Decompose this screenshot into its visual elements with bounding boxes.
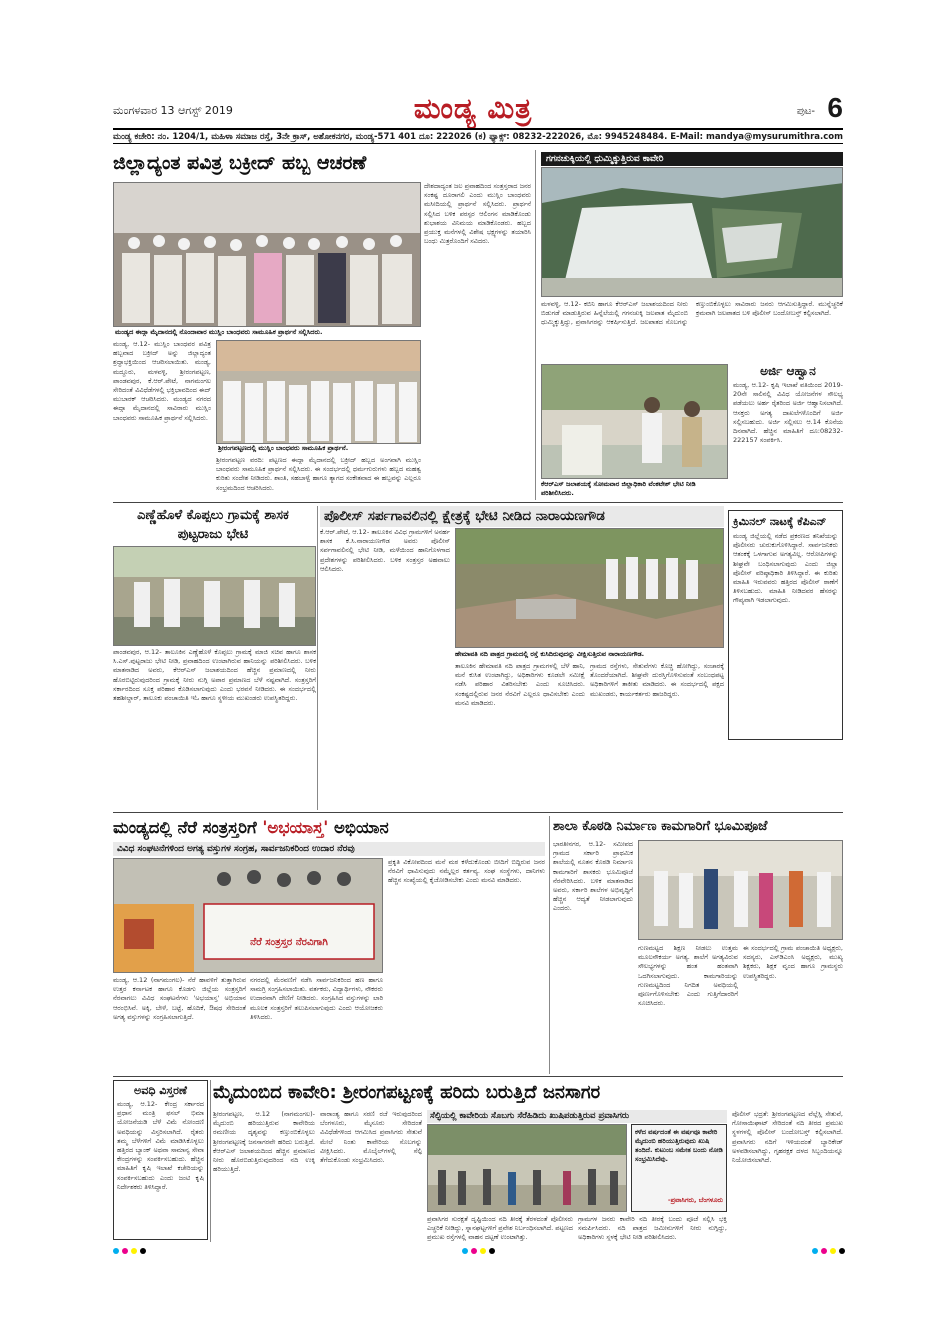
- kaveri-photo-label: ಸೆಲ್ಫಿಯಲ್ಲಿ ಕಾವೇರಿಯ ಸೊಬಗು ಸೆರೆಹಿಡಿದು ಖುಷಿಪಡುತ್ತಿರುವ ಪ್ರವಾಸಿಗರು: [427, 1110, 727, 1123]
- narayanagowda-headline: ಪೊಲೀಸ್ ಸರ್ಪಗಾವಲಿನಲ್ಲಿ ಕ್ಷೇತ್ರಕ್ಕೆ ಭೇಟಿ ನೀಡಿದ ನಾರಾಯಣಗೌಡ: [320, 506, 724, 527]
- police-box: [728, 510, 843, 740]
- page-label: ಪುಟ-: [796, 106, 815, 117]
- bakrid-photo2-caption: ಶ್ರೀರಂಗಪಟ್ಟಣದಲ್ಲಿ ಮುಸ್ಲಿಂ ಬಾಂಧವರು ಸಾಮೂಹಿಕ ಪ್ರಾರ್ಥನೆ.: [218, 444, 349, 452]
- avadhi-body: ಮಂಡ್ಯ, ಆ.12- ಕೇಂದ್ರ ಸರ್ಕಾರದ ಪ್ರಧಾನ ಮಂತ್ರಿ ಫಸಲ್ ಭಿಮಾ ಯೋಜನೆಯಡಿ ಬೆಳೆ ವಿಮೆ ನೋಂದಣಿ ಅವಧಿಯನ್ನು ವಿಸ್ತರಿಸಲಾಗಿದೆ. ರೈತರು ತಮ್ಮ ಬೆಳೆಗಳಿಗೆ ವಿಮೆ ಮಾಡಿಸಿಕೊಳ್ಳಲು ಹತ್ತಿರದ ಬ್ಯಾಂಕ್ ಅಥವಾ ಸಾಮಾನ್ಯ ಸೇವಾ ಕೇಂದ್ರಗಳನ್ನು ಸಂಪರ್ಕಿಸಬಹುದು. ಹೆಚ್ಚಿನ ಮಾಹಿತಿಗೆ ಕೃಷಿ ಇಲಾಖೆ ಕಚೇರಿಯನ್ನು ಸಂಪರ್ಕಿಸಬಹುದು ಎಂದು ಜಂಟಿ ಕೃಷಿ ನಿರ್ದೇಶಕರು ತಿಳಿಸಿದ್ದಾರೆ.: [117, 1100, 204, 1191]
- registration-marks-left: [113, 1248, 146, 1254]
- office-phone: ದೂ: 222026 (ಕ) ಫ್ಯಾಕ್ಸ್: 08232-222026, ಮೊ: 9945248484.: [418, 132, 668, 142]
- bakrid-photo1-caption: ಮಂಡ್ಯದ ಈದ್ಗಾ ಮೈದಾನದಲ್ಲಿ ನೊಂದಾವಾರ ಮುಸ್ಲಿಂ ಬಾಂಧವರು ಸಾಮೂಹಿಕ ಪ್ರಾರ್ಥನೆ ಸಲ್ಲಿಸಿದರು.: [115, 328, 323, 336]
- kaveri-quote-author: -ಪ್ರವಾಸಿಗರು, ಬೆಂಗಳೂರು: [667, 1196, 723, 1204]
- avadhi-headline: ಅವಧಿ ವಿಸ್ತರಣೆ: [134, 1084, 187, 1097]
- police-headline: ಕ್ರಿಮಿನಲ್ ನಾಟಕ್ಕೆ ಕೆಪಿಎನ್: [733, 515, 827, 528]
- abhiyasa-headline-post: ಅಭಿಯಾನ: [328, 818, 389, 837]
- abhiyasa-body-1: ಮಂಡ್ಯ, ಆ.12 (ನಾಗಮಂಗಲ)- ನೆರೆ ಹಾವಳಿಗೆ ತುತ್ತಾಗಿರುವ ಉತ್ತರ ಕರ್ನಾಟಕ ಹಾಗೂ ಕೊಡಗು ಜಿಲ್ಲೆಯ ಸಂತ್ರಸ್ತರಿಗೆ ನೆರವಾಗಲು ವಿವಿಧ ಸಂಘಟನೆಗಳು 'ಅಭಯಾಸ್ತ' ಅಭಿಯಾನ ಆರಂಭಿಸಿವೆ. ಅಕ್ಕಿ, ಬೇಳೆ, ಬಟ್ಟೆ, ಹೊದಿಕೆ, ಔಷಧ ಸೇರಿದಂತೆ ಅಗತ್ಯ ವಸ್ತುಗಳನ್ನು ಸಂಗ್ರಹಿಸಲಾಗುತ್ತಿದೆ.: [113, 976, 246, 1021]
- gaganachukki-falls-photo: [541, 167, 843, 297]
- section-rule-3: [113, 1076, 843, 1077]
- issue-date: ಮಂಗಳವಾರ 13 ಆಗಸ್ಟ್ 2019: [113, 104, 233, 117]
- kaveri-body-2: ವಾರಾಂತ್ಯ ಹಾಗೂ ಸರಣಿ ರಜೆ ಇರುವುದರಿಂದ ಬೆಂಗಳೂರು, ಮೈಸೂರು ಸೇರಿದಂತೆ ವಿವಿಧೆಡೆಗಳಿಂದ ಆಗಮಿಸಿದ ಪ್ರವಾಸಿಗರು ಸೇತುವೆ ಮೇಲೆ ನಿಂತು ಕಾವೇರಿಯ ಸೊಬಗನ್ನು ವೀಕ್ಷಿಸಿದರು. ಮೊಬೈಲ್‌ಗಳಲ್ಲಿ ಸೆಲ್ಫಿ ತೆಗೆದುಕೊಂಡು ಸಂಭ್ರಮಿಸಿದರು.: [320, 1110, 422, 1165]
- bakrid-headline: ಜಿಲ್ಲಾದ್ಯಂತ ಪವಿತ್ರ ಬಕ್ರೀದ್ ಹಬ್ಬ ಆಚರಣೆ: [113, 152, 367, 174]
- school-body-1: ಭಾರತೀನಗರ, ಆ.12- ಸಮೀಪದ ಗ್ರಾಮದ ಸರ್ಕಾರಿ ಪ್ರಾಥಮಿಕ ಶಾಲೆಯಲ್ಲಿ ನೂತನ ಕೊಠಡಿ ನಿರ್ಮಾಣ ಕಾಮಗಾರಿಗೆ ಶಾಸಕರು ಭೂಮಿಪೂಜೆ ನೆರವೇರಿಸಿದರು. ಬಳಿಕ ಮಾತನಾಡಿದ ಅವರು, ಸರ್ಕಾರಿ ಶಾಲೆಗಳ ಅಭಿವೃದ್ಧಿಗೆ ಹೆಚ್ಚಿನ ಆದ್ಯತೆ ನೀಡಲಾಗುವುದು ಎಂದರು.: [553, 840, 633, 913]
- kaveri-body-4: ಗ್ರಾಮಗಳ ಜನರು ಕಾವೇರಿ ನದಿ ತೀರಕ್ಕೆ ಬಂದು ಪೂಜೆ ಸಲ್ಲಿಸಿ ಭಕ್ತಿ ಸಮರ್ಪಿಸಿದರು. ನದಿ ಪಾತ್ರದ ಜಮೀನುಗಳಿಗೆ ನೀರು ನುಗ್ಗಿದ್ದು, ಅಧಿಕಾರಿಗಳು ಸ್ಥಳಕ್ಕೆ ಭೇಟಿ ನೀಡಿ ಪರಿಶೀಲಿಸಿದರು.: [578, 1215, 727, 1241]
- kaveri-quote-box: [631, 1124, 727, 1212]
- gaganachukki-body: ಮಳವಳ್ಳಿ, ಆ.12- ಕಬಿನಿ ಹಾಗೂ ಕೆಆರ್‌ಎಸ್ ಜಲಾಶಯದಿಂದ ನೀರು ಬಿಡುಗಡೆ ಮಾಡುತ್ತಿರುವ ಹಿನ್ನೆಲೆಯಲ್ಲಿ ಗಗನಚುಕ್ಕಿ ಜಲಪಾತ ಮೈದುಂಬಿ ಧುಮ್ಮಿಕ್ಕುತ್ತಿದ್ದು, ಪ್ರವಾಸಿಗರನ್ನು ಆಕರ್ಷಿಸುತ್ತಿದೆ. ಜಲಪಾತದ ಸೊಬಗನ್ನು ಕಣ್ತುಂಬಿಕೊಳ್ಳಲು ಸಾವಿರಾರು ಜನರು ಆಗಮಿಸುತ್ತಿದ್ದಾರೆ. ಮುನ್ನೆಚ್ಚರಿಕೆ ಕ್ರಮವಾಗಿ ಜಲಪಾತದ ಬಳಿ ಪೊಲೀಸ್ ಬಂದೋಬಸ್ತ್ ಕಲ್ಪಿಸಲಾಗಿದೆ.: [541, 300, 843, 327]
- mla-headline: ಎಣ್ಣೆಹೊಳೆ ಕೊಪ್ಪಲು ಗ್ರಾಮಕ್ಕೆ ಶಾಸಕ ಪುಟ್ಟರಾಜು ಭೇಟಿ: [137, 508, 289, 542]
- school-body-2: ಗುಣಮಟ್ಟದ ಶಿಕ್ಷಣ ನೀಡಲು ಉತ್ತಮ ಮೂಲಸೌಕರ್ಯ ಅಗತ್ಯ. ಶಾಲೆಗೆ ಅಗತ್ಯವಿರುವ ಸೌಲಭ್ಯಗಳನ್ನು ಹಂತ ಹಂತವಾಗಿ ಒದಗಿಸಲಾಗುವುದು. ಕಾಮಗಾರಿಯನ್ನು ಗುಣಮಟ್ಟದಿಂದ ನಿಗದಿತ ಅವಧಿಯಲ್ಲಿ ಪೂರ್ಣಗೊಳಿಸಬೇಕು ಎಂದು ಗುತ್ತಿಗೆದಾರರಿಗೆ ಸೂಚಿಸಿದರು.: [638, 944, 738, 1008]
- kaveri-headline: ಮೈದುಂಬಿದ ಕಾವೇರಿ: ಶ್ರೀರಂಗಪಟ್ಟಣಕ್ಕೆ ಹರಿದು ಬರುತ್ತಿದೆ ಜನಸಾಗರ: [213, 1082, 601, 1103]
- abhiyasa-subhead: ವಿವಿಧ ಸಂಘಟನೆಗಳಿಂದ ಅಗತ್ಯ ವಸ್ತುಗಳ ಸಂಗ್ರಹ, ಸಾರ್ವಜನಿಕರಿಂದ ಉದಾರ ನೆರವು: [113, 842, 545, 856]
- abhiyasa-body-3: ಪ್ರಕೃತಿ ವಿಕೋಪದಿಂದ ಮನೆ ಮಠ ಕಳೆದುಕೊಂಡು ಬೀದಿಗೆ ಬಿದ್ದಿರುವ ಜನರ ನೆರವಿಗೆ ಧಾವಿಸುವುದು ನಮ್ಮೆಲ್ಲರ ಕರ್ತವ್ಯ. ಸಂಘ ಸಂಸ್ಥೆಗಳು, ದಾನಿಗಳು ಹೆಚ್ಚಿನ ಸಂಖ್ಯೆಯಲ್ಲಿ ಕೈಜೋಡಿಸಬೇಕು ಎಂದು ಮನವಿ ಮಾಡಿದರು.: [388, 858, 545, 885]
- bakrid-body-1: ಮಂಡ್ಯ, ಆ.12- ಮುಸ್ಲಿಂ ಬಾಂಧವರ ಪವಿತ್ರ ಹಬ್ಬವಾದ ಬಕ್ರೀದ್ ಅನ್ನು ಜಿಲ್ಲಾದ್ಯಂತ ಶ್ರದ್ಧಾಭಕ್ತಿಯಿಂದ ಆಚರಿಸಲಾಯಿತು. ಮಂಡ್ಯ, ಮದ್ದೂರು, ಮಳವಳ್ಳಿ, ಶ್ರೀರಂಗಪಟ್ಟಣ, ಪಾಂಡವಪುರ, ಕೆ.ಆರ್.ಪೇಟೆ, ನಾಗಮಂಗಲ ಸೇರಿದಂತೆ ವಿವಿಧೆಡೆಗಳಲ್ಲಿ ಭಕ್ತಿಭಾವದಿಂದ ಈದ್ ಮುಬಾರಕ್ ಆಚರಿಸಿದರು. ಮಂಡ್ಯದ ನಗರದ ಈದ್ಗಾ ಮೈದಾನದಲ್ಲಿ ಸಾವಿರಾರು ಮುಸ್ಲಿಂ ಬಾಂಧವರು ಸಾಮೂಹಿಕ ಪ್ರಾರ್ಥನೆ ಸಲ್ಲಿಸಿದರು.: [113, 340, 211, 422]
- kaveri-quote: ಕಳೆದ ವರ್ಷದಂತೆ ಈ ವರ್ಷವೂ ಕಾವೇರಿ ಮೈದುಂಬಿ ಹರಿಯುತ್ತಿರುವುದು ಖುಷಿ ತಂದಿದೆ. ಕುಟುಂಬ ಸಮೇತ ಬಂದು ನೋಡಿ ಸಂಭ್ರಮಿಸಿದೆವು.: [635, 1128, 723, 1163]
- bakrid-prayer-photo: [113, 182, 421, 327]
- bakrid-body-2: ದೇಶದಾದ್ಯಂತ ಜಲ ಪ್ರವಾಹದಿಂದ ಸಂತ್ರಸ್ತರಾದ ಜನರ ಸಂಕಷ್ಟ ದೂರಾಗಲಿ ಎಂದು ಮುಸ್ಲಿಂ ಬಾಂಧವರು ಮಸೀದಿಯಲ್ಲಿ ಪ್ರಾರ್ಥನೆ ಸಲ್ಲಿಸಿದರು. ಪ್ರಾರ್ಥನೆ ಸಲ್ಲಿಸಿದ ಬಳಿಕ ಪರಸ್ಪರ ಆಲಿಂಗನ ಮಾಡಿಕೊಂಡು ಶುಭಾಶಯ ವಿನಿಮಯ ಮಾಡಿಕೊಂಡರು. ಹಬ್ಬದ ಪ್ರಯುಕ್ತ ಮನೆಗಳಲ್ಲಿ ವಿಶೇಷ ಭಕ್ಷ್ಯಗಳನ್ನು ತಯಾರಿಸಿ ಬಂಧು ಮಿತ್ರರೊಂದಿಗೆ ಸವಿದರು.: [424, 182, 531, 246]
- school-body-3: ಈ ಸಂದರ್ಭದಲ್ಲಿ ಗ್ರಾಮ ಪಂಚಾಯಿತಿ ಅಧ್ಯಕ್ಷರು, ಸದಸ್ಯರು, ಎಸ್‌ಡಿಎಂಸಿ ಅಧ್ಯಕ್ಷರು, ಮುಖ್ಯ ಶಿಕ್ಷಕರು, ಶಿಕ್ಷಕ ವೃಂದ ಹಾಗೂ ಗ್ರಾಮಸ್ಥರು ಉಪಸ್ಥಿತರಿದ್ದರು.: [743, 944, 843, 980]
- column-rule: [210, 1080, 211, 1242]
- column-rule: [549, 816, 550, 1074]
- abhiyasa-photo: [113, 858, 383, 973]
- arji-body: ಮಂಡ್ಯ, ಆ.12- ಕೃಷಿ ಇಲಾಖೆ ವತಿಯಿಂದ 2019-20ನೇ ಸಾಲಿನಲ್ಲಿ ವಿವಿಧ ಯೋಜನೆಗಳ ಸೌಲಭ್ಯ ಪಡೆಯಲು ಅರ್ಹ ರೈತರಿಂದ ಅರ್ಜಿ ಆಹ್ವಾನಿಸಲಾಗಿದೆ. ಆಸಕ್ತರು ಅಗತ್ಯ ದಾಖಲೆಗಳೊಂದಿಗೆ ಅರ್ಜಿ ಸಲ್ಲಿಸಬಹುದು. ಅರ್ಜಿ ಸಲ್ಲಿಸಲು ಆ.14 ಕೊನೆಯ ದಿನವಾಗಿದೆ. ಹೆಚ್ಚಿನ ಮಾಹಿತಿಗೆ ದೂ:08232-222157 ಸಂಪರ್ಕಿಸಿ.: [733, 381, 843, 445]
- column-rule: [317, 506, 318, 810]
- masthead: [113, 94, 843, 128]
- section-rule: [113, 502, 843, 503]
- gaganachukki-label: ಗಗನಚುಕ್ಕಿಯಲ್ಲಿ ಧುಮ್ಮಿಕ್ಕುತ್ತಿರುವ ಕಾವೇರಿ: [541, 152, 843, 166]
- school-headline: ಶಾಲಾ ಕೊಠಡಿ ನಿರ್ಮಾಣ ಕಾಮಗಾರಿಗೆ ಭೂಮಿಪೂಜೆ: [553, 819, 768, 834]
- abhiyasa-headline-key: 'ಅಭಯಾಸ್ತ': [262, 818, 329, 837]
- narayanagowda-body-1: ಕೆ.ಆರ್.ಪೇಟೆ, ಆ.12- ತಾಲೂಕಿನ ವಿವಿಧ ಗ್ರಾಮಗಳಿಗೆ ಅನರ್ಹ ಶಾಸಕ ಕೆ.ಸಿ.ನಾರಾಯಣಗೌಡ ಅವರು ಪೊಲೀಸ್ ಸರ್ಪಗಾವಲಿನಲ್ಲಿ ಭೇಟಿ ನೀಡಿ, ಮಳೆಯಿಂದ ಹಾನಿಗೊಳಗಾದ ಪ್ರದೇಶಗಳನ್ನು ಪರಿಶೀಲಿಸಿದರು. ಬಳಿಕ ಸಂತ್ರಸ್ತರ ಅಹವಾಲು ಆಲಿಸಿದರು.: [320, 528, 450, 573]
- narayanagowda-photo: [455, 528, 724, 648]
- krs-visit-photo: [541, 364, 728, 479]
- avadhi-box: [113, 1080, 208, 1240]
- kaveri-side-body: ಪೊಲೀಸ್ ಭದ್ರತೆ: ಶ್ರೀರಂಗಪಟ್ಟಣದ ವೆಲ್ಲೆಸ್ಲಿ ಸೇತುವೆ, ಗೋಸಾಯಿಘಾಟ್ ಸೇರಿದಂತೆ ನದಿ ತೀರದ ಪ್ರಮುಖ ಸ್ಥಳಗಳಲ್ಲಿ ಪೊಲೀಸ್ ಬಂದೋಬಸ್ತ್ ಕಲ್ಪಿಸಲಾಗಿದೆ. ಪ್ರವಾಸಿಗರು ನದಿಗೆ ಇಳಿಯದಂತೆ ಬ್ಯಾರಿಕೇಡ್ ಅಳವಡಿಸಲಾಗಿದ್ದು, ಗೃಹರಕ್ಷಕ ದಳದ ಸಿಬ್ಬಂದಿಯನ್ನೂ ನಿಯೋಜಿಸಲಾಗಿದೆ.: [732, 1110, 843, 1165]
- arji-headline: ಅರ್ಜಿ ಆಹ್ವಾನ: [760, 364, 816, 378]
- narayanagowda-body-3: ಗ್ರಾಮದ ರಸ್ತೆಗಳು, ಸೇತುವೆಗಳು ಕೊಚ್ಚಿ ಹೋಗಿದ್ದು, ಸಂಚಾರಕ್ಕೆ ತೊಂದರೆಯಾಗಿದೆ. ಶೀಘ್ರವೇ ದುರಸ್ತಿಗೊಳಿಸುವಂತೆ ಸಂಬಂಧಪಟ್ಟ ಅಧಿಕಾರಿಗಳಿಗೆ ತಾಕೀತು ಮಾಡಿದರು. ಈ ಸಂದರ್ಭದಲ್ಲಿ ಪಕ್ಷದ ಮುಖಂಡರು, ಕಾರ್ಯಕರ್ತರು ಹಾಜರಿದ್ದರು.: [590, 662, 724, 698]
- office-address: ಮಂಡ್ಯ ಕಚೇರಿ: ನಂ. 1204/1, ಮಹಿಳಾ ಸಮಾಜ ರಸ್ತೆ, 3ನೇ ಕ್ರಾಸ್, ಅಶೋಕನಗರ, ಮಂಡ್ಯ-571 401: [113, 132, 416, 142]
- abhiyasa-banner-text: ನೆರೆ ಸಂತ್ರಸ್ತರ ನೆರವಿಗಾಗಿ: [250, 937, 328, 948]
- bakrid-body-3: ಶ್ರೀರಂಗಪಟ್ಟಣ ವರದಿ: ಪಟ್ಟಣದ ಈದ್ಗಾ ಮೈದಾನದಲ್ಲಿ ಬಕ್ರೀದ್ ಹಬ್ಬದ ಅಂಗವಾಗಿ ಮುಸ್ಲಿಂ ಬಾಂಧವರು ಸಾಮೂಹಿಕ ಪ್ರಾರ್ಥನೆ ಸಲ್ಲಿಸಿದರು. ಈ ಸಂದರ್ಭದಲ್ಲಿ ಧರ್ಮಗುರುಗಳು ಹಬ್ಬದ ಮಹತ್ವ ಕುರಿತು ಸಂದೇಶ ನೀಡಿದರು. ಶಾಂತಿ, ಸಹಬಾಳ್ವೆ ಹಾಗೂ ತ್ಯಾಗದ ಸಂಕೇತವಾದ ಈ ಹಬ್ಬವನ್ನು ಎಲ್ಲರೂ ಸಂಭ್ರಮದಿಂದ ಆಚರಿಸಿದರು.: [216, 456, 421, 492]
- newspaper-logo: ಮಂಡ್ಯ ಮಿತ್ರ: [413, 92, 533, 125]
- narayanagowda-body-2: ತಾಲೂಕಿನ ಹೇಮಾವತಿ ನದಿ ಪಾತ್ರದ ಗ್ರಾಮಗಳಲ್ಲಿ ಬೆಳೆ ಹಾನಿ, ಮನೆ ಕುಸಿತ ಉಂಟಾಗಿದ್ದು, ಅಧಿಕಾರಿಗಳು ಕೂಡಲೇ ಸಮೀಕ್ಷೆ ನಡೆಸಿ ಪರಿಹಾರ ವಿತರಿಸಬೇಕು ಎಂದು ಸೂಚಿಸಿದರು. ಸಂಕಷ್ಟದಲ್ಲಿರುವ ಜನರ ನೆರವಿಗೆ ಎಲ್ಲರೂ ಧಾವಿಸಬೇಕು ಎಂದು ಮನವಿ ಮಾಡಿದರು.: [455, 662, 585, 707]
- page-number: 6: [827, 92, 843, 123]
- abhiyasa-headline-pre: ಮಂಡ್ಯದಲ್ಲಿ ನೆರೆ ಸಂತ್ರಸ್ತರಿಗೆ: [113, 818, 263, 837]
- police-body: ಮಂಡ್ಯ ಜಿಲ್ಲೆಯಲ್ಲಿ ನಡೆದ ಪ್ರಕರಣದ ತನಿಖೆಯನ್ನು ಪೊಲೀಸರು ಚುರುಕುಗೊಳಿಸಿದ್ದಾರೆ. ಸಾರ್ವಜನಿಕರು ಆತಂಕಕ್ಕೆ ಒಳಗಾಗುವ ಅಗತ್ಯವಿಲ್ಲ. ಆರೋಪಿಗಳನ್ನು ಶೀಘ್ರವೇ ಬಂಧಿಸಲಾಗುವುದು ಎಂದು ಜಿಲ್ಲಾ ಪೊಲೀಸ್ ವರಿಷ್ಠಾಧಿಕಾರಿ ತಿಳಿಸಿದ್ದಾರೆ. ಈ ಕುರಿತು ಮಾಹಿತಿ ಇರುವವರು ಹತ್ತಿರದ ಪೊಲೀಸ್ ಠಾಣೆಗೆ ತಿಳಿಸಬಹುದು. ಮಾಹಿತಿ ನೀಡಿದವರ ಹೆಸರನ್ನು ಗೌಪ್ಯವಾಗಿ ಇಡಲಾಗುವುದು.: [733, 532, 838, 605]
- kaveri-body-3: ಪ್ರವಾಸಿಗರ ಸುರಕ್ಷತೆ ದೃಷ್ಟಿಯಿಂದ ನದಿ ತೀರಕ್ಕೆ ತೆರಳದಂತೆ ಪೊಲೀಸರು ಎಚ್ಚರಿಕೆ ನೀಡಿದ್ದು, ಸ್ನಾನಘಟ್ಟಗಳಿಗೆ ಪ್ರವೇಶ ನಿರ್ಬಂಧಿಸಲಾಗಿದೆ. ಪಟ್ಟಣದ ಪ್ರಮುಖ ರಸ್ತೆಗಳಲ್ಲಿ ವಾಹನ ದಟ್ಟಣೆ ಉಂಟಾಗಿತ್ತು.: [427, 1215, 573, 1241]
- school-bhoomipuja-photo: [638, 840, 843, 940]
- section-rule-2: [113, 812, 843, 813]
- krs-visit-caption: ಕೆಆರ್‌ಎಸ್ ಜಲಾಶಯಕ್ಕೆ ಸೋಮವಾರ ಜಿಲ್ಲಾಧಿಕಾರಿ ವೆಂಕಟೇಶ್ ಭೇಟಿ ನೀಡಿ ಪರಿಶೀಲಿಸಿದರು.: [541, 480, 696, 497]
- mla-body: ಪಾಂಡವಪುರ, ಆ.12- ತಾಲೂಕಿನ ಎಣ್ಣೆಹೊಳೆ ಕೊಪ್ಪಲು ಗ್ರಾಮಕ್ಕೆ ಮಾಜಿ ಸಚಿವ ಹಾಗೂ ಶಾಸಕ ಸಿ.ಎಸ್.ಪುಟ್ಟರಾಜು ಭೇಟಿ ನೀಡಿ, ಪ್ರವಾಹದಿಂದ ಉಂಟಾಗಿರುವ ಹಾನಿಯನ್ನು ಪರಿಶೀಲಿಸಿದರು. ಬಳಿಕ ಮಾತನಾಡಿದ ಅವರು, ಕೆಆರ್‌ಎಸ್ ಜಲಾಶಯದಿಂದ ಹೆಚ್ಚಿನ ಪ್ರಮಾಣದಲ್ಲಿ ನೀರು ಹೊರಬಿಟ್ಟಿರುವುದರಿಂದ ಗ್ರಾಮಕ್ಕೆ ನೀರು ನುಗ್ಗಿ ಅಪಾರ ಪ್ರಮಾಣದ ಬೆಳೆ ನಷ್ಟವಾಗಿದೆ. ಸಂತ್ರಸ್ತರಿಗೆ ಸರ್ಕಾರದಿಂದ ಸೂಕ್ತ ಪರಿಹಾರ ಕೊಡಿಸಲಾಗುವುದು ಎಂದು ಭರವಸೆ ನೀಡಿದರು. ಈ ಸಂದರ್ಭದಲ್ಲಿ ತಹಶೀಲ್ದಾರ್, ತಾಲೂಕು ಪಂಚಾಯಿತಿ ಇಓ ಹಾಗೂ ಸ್ಥಳೀಯ ಮುಖಂಡರು ಉಪಸ್ಥಿತರಿದ್ದರು.: [113, 648, 316, 703]
- abhiyasa-headline: [113, 816, 545, 840]
- address-bar: [113, 128, 843, 144]
- kaveri-body-1: ಶ್ರೀರಂಗಪಟ್ಟಣ, ಆ.12 (ನಾಗಮಂಗಲ)- ಮೈದುಂಬಿ ಹರಿಯುತ್ತಿರುವ ಕಾವೇರಿಯ ರಮಣೀಯ ದೃಶ್ಯವನ್ನು ಕಣ್ತುಂಬಿಕೊಳ್ಳಲು ಶ್ರೀರಂಗಪಟ್ಟಣಕ್ಕೆ ಜನಸಾಗರವೇ ಹರಿದು ಬರುತ್ತಿದೆ. ಕೆಆರ್‌ಎಸ್ ಜಲಾಶಯದಿಂದ ಹೆಚ್ಚಿನ ಪ್ರಮಾಣದ ನೀರು ಹೊರಬಿಡುತ್ತಿರುವುದರಿಂದ ನದಿ ಉಕ್ಕಿ ಹರಿಯುತ್ತಿದೆ.: [213, 1110, 315, 1174]
- kaveri-river-photo: [427, 1124, 627, 1212]
- mla-visit-photo: [113, 546, 316, 646]
- office-email: E-Mail: mandya@mysurumithra.com: [670, 132, 843, 142]
- registration-marks-center: [462, 1248, 495, 1254]
- column-rule: [535, 150, 536, 500]
- abhiyasa-body-2: ನಗರದಲ್ಲಿ ಮೆರವಣಿಗೆ ನಡೆಸಿ ಸಾರ್ವಜನಿಕರಿಂದ ಹಣ ಹಾಗೂ ಸಾಮಗ್ರಿ ಸಂಗ್ರಹಿಸಲಾಯಿತು. ವರ್ತಕರು, ವಿದ್ಯಾರ್ಥಿಗಳು, ನೌಕರರು ಉದಾರವಾಗಿ ದೇಣಿಗೆ ನೀಡಿದರು. ಸಂಗ್ರಹಿಸಿದ ವಸ್ತುಗಳನ್ನು ಲಾರಿ ಮೂಲಕ ಸಂತ್ರಸ್ತರಿಗೆ ತಲುಪಿಸಲಾಗುವುದು ಎಂದು ಆಯೋಜಕರು ತಿಳಿಸಿದರು.: [250, 976, 383, 1021]
- bakrid-photo-2: [216, 340, 421, 444]
- narayanagowda-photo-caption: ಹೇಮಾವತಿ ನದಿ ಪಾತ್ರದ ಗ್ರಾಮದಲ್ಲಿ ರಸ್ತೆ ಕುಸಿದಿರುವುದನ್ನು ವೀಕ್ಷಿಸುತ್ತಿರುವ ನಾರಾಯಣಗೌಡ.: [455, 650, 645, 658]
- registration-marks-right: [812, 1248, 845, 1254]
